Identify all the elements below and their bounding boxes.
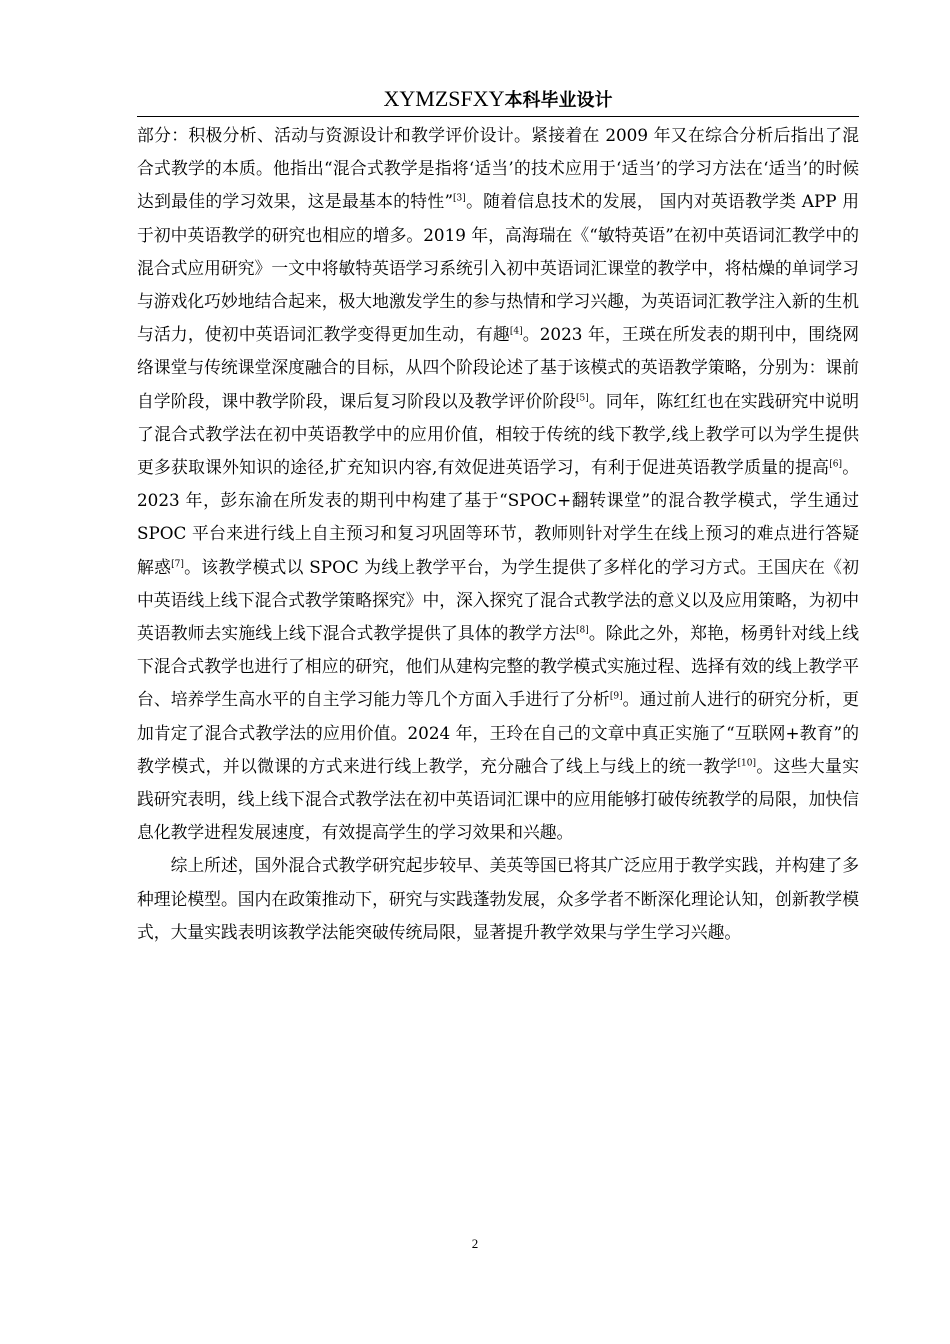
text-segment: 。通过前人进行的研究分析，更加肯定了混合式教学法的应用价值。2024 年，王玲在自己的文章中真正实施了“互联网+教育”的教学模式，并以微课的方式来进行线上教学，充分融合了线上与线上的统一教学: [137, 689, 859, 776]
citation-ref: [9]: [609, 691, 623, 702]
citation-ref: [8]: [576, 625, 589, 636]
citation-ref: [6]: [829, 459, 842, 470]
text-segment: 。2023 年，彭东渝在所发表的期刊中构建了基于“SPOC+翻转课堂”的混合教学模式，学生通过 SPOC 平台来进行线上自主预习和复习巩固等环节，教师则针对学生在线上预习的难点进行答疑解惑: [137, 457, 859, 577]
text-segment: 。该教学模式以 SPOC 为线上教学平台，为学生提供了多样化的学习方式。王国庆在《初中英语线上线下混合式教学策略探究》中，深入探究了混合式教学法的意义以及应用策略，为初中英语教师去实施线上线下混合式教学提供了具体的教学方法: [137, 556, 859, 644]
citation-ref: [3]: [453, 193, 466, 204]
text-segment: 。随着信息技术的发展， 国内对英语教学类 APP 用于初中英语教学的研究也相应的增多。2019 年，高海瑞在《“敏特英语”在初中英语词汇教学中的混合式应用研究》一文中将敏特英语学习系统引入初中英语词汇课堂的教学中，将枯燥的单词学习与游戏化巧妙地结合起来，极大地激发学生的参与热情和学习兴趣，为英语词汇教学注入新的生机与活力，使初中英语词汇教学变得更加生动，有趣: [137, 191, 859, 345]
text-segment: 。同年，陈红红也在实践研究中说明了混合式教学法在初中英语教学中的应用价值，相较于传统的线下教学,线上教学可以为学生提供更多获取课外知识的途径,扩充知识内容,有效促进英语学习，有利于促进英语教学质量的提高: [137, 390, 859, 478]
text-segment: 部分：积极分析、活动与资源设计和教学评价设计。紧接着在 2009 年又在综合分析后指出了混合式教学的本质。他指出“混合式教学是指将‘适当’的技术应用于‘适当’的学习方法在‘适当’的时候达到最佳的学习效果，这是最基本的特性”: [137, 125, 859, 212]
page-header: [137, 82, 859, 117]
body-text: [137, 119, 859, 949]
paragraph-summary: 综上所述，国外混合式教学研究起步较早、美英等国已将其广泛应用于教学实践，并构建了多种理论模型。国内在政策推动下，研究与实践蓬勃发展，众多学者不断深化理论认知，创新教学模式，大量实践表明该教学法能突破传统局限，显著提升教学效果与学生学习兴趣。: [137, 855, 859, 942]
page-number: 2: [471, 1236, 479, 1251]
citation-ref: [4]: [509, 326, 523, 337]
header-code: XYMZSFXY: [383, 86, 505, 111]
header-title: 本科毕业设计: [504, 90, 613, 111]
paragraph-literature-review: [137, 119, 859, 849]
citation-ref: [5]: [576, 393, 589, 404]
citation-ref: [10]: [737, 758, 757, 769]
text-segment: 。2023 年，王瑛在所发表的期刊中，围绕网络课堂与传统课堂深度融合的目标，从四个阶段论述了基于该模式的英语教学策略，分别为：课前自学阶段，课中教学阶段，课后复习阶段以及教学评价阶段: [137, 324, 859, 411]
text-segment: 。这些大量实践研究表明，线上线下混合式教学法在初中英语词汇课中的应用能够打破传统教学的局限，加快信息化教学进程发展速度，有效提高学生的学习效果和兴趣。: [137, 755, 859, 843]
citation-ref: [7]: [171, 559, 184, 570]
text-segment: 。除此之外，郑艳，杨勇针对线上线下混合式教学也进行了相应的研究，他们从建构完整的教学模式实施过程、选择有效的线上教学平台、培养学生高水平的自主学习能力等几个方面入手进行了分析: [137, 623, 859, 710]
